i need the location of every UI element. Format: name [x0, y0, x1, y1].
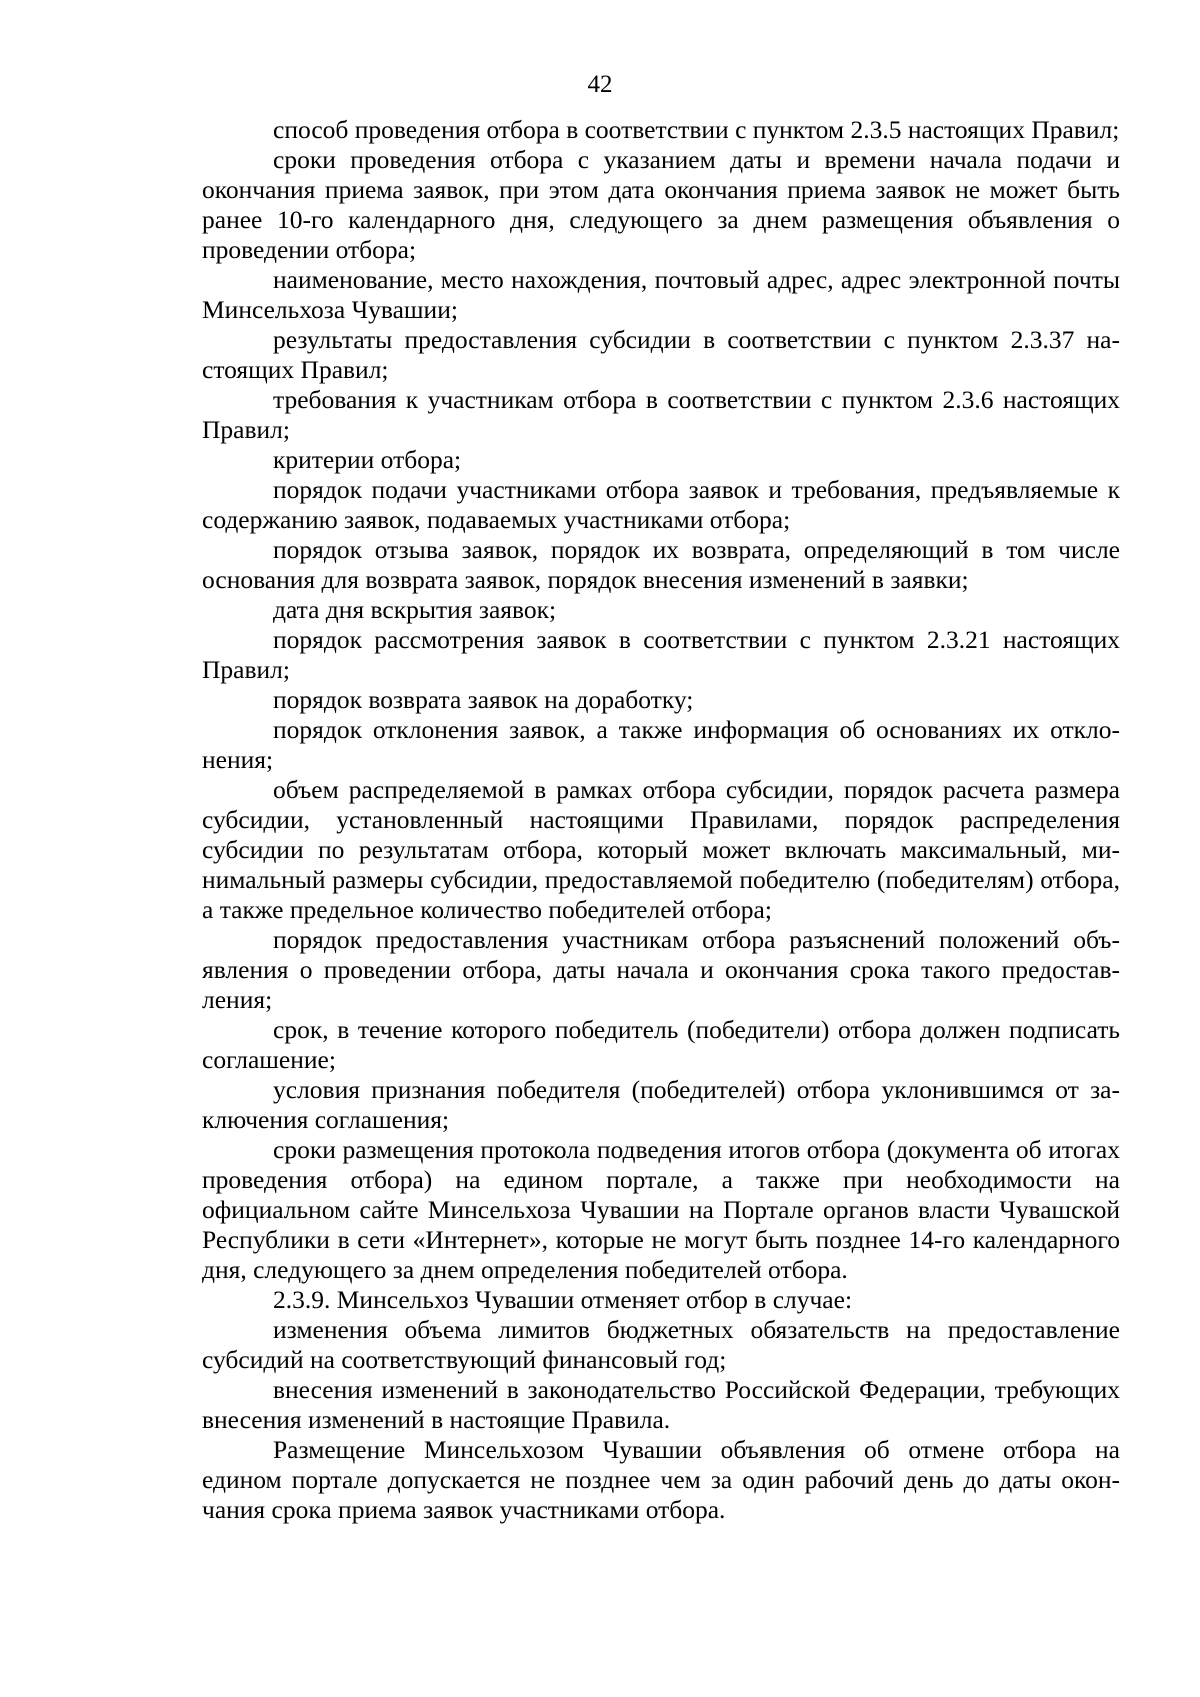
- paragraph: сроки размещения протокола подведения итогов отбора (документа об итогах проведения отбора) на едином портале, а также при необходимости на официальном сайте Минсельхоза Чувашии на Портале органов власти Чувашской Республики в сети «Интернет», которые не могут быть позднее 14-го календарного дня, следующего за днем определения победителей отбора.: [202, 1135, 1120, 1284]
- section-heading-paragraph: 2.3.9. Минсельхоз Чувашии отменяет отбор в случае:: [273, 1285, 853, 1314]
- paragraph: требования к участникам отбора в соответствии с пунктом 2.3.6 настоящих Правил;: [202, 385, 1120, 444]
- paragraph: результаты предоставления субсидии в соответствии с пунктом 2.3.37 настоящих Правил;: [202, 325, 1120, 384]
- paragraph: сроки проведения отбора с указанием даты и времени начала подачи и окончания приема заявок, при этом дата окончания приема заявок не может быть ранее 10-го календарного дня, следующего за днем размещения объявления о проведении отбора;: [202, 145, 1120, 264]
- page-number: 42: [587, 71, 613, 98]
- paragraph: порядок предоставления участникам отбора разъяснений положений объявления о проведении отбора, даты начала и окончания срока такого предоставления;: [202, 925, 1120, 1014]
- paragraph: наименование, место нахождения, почтовый адрес, адрес электронной почты Минсельхоза Чувашии;: [202, 265, 1120, 324]
- paragraph: изменения объема лимитов бюджетных обязательств на предоставление субсидий на соответствующий финансовый год;: [202, 1315, 1120, 1374]
- paragraph: объем распределяемой в рамках отбора субсидии, порядок расчета размера субсидии, установленный настоящими Правилами, порядок распределения субсидии по результатам отбора, который может включать максимальный, минимальный размеры субсидии, предоставляемой победителю (победителям) отбора, а также предельное количество победителей отбора;: [202, 775, 1120, 924]
- paragraph: порядок отзыва заявок, порядок их возврата, определяющий в том числе основания для возврата заявок, порядок внесения изменений в заявки;: [202, 535, 1120, 594]
- paragraph: способ проведения отбора в соответствии с пунктом 2.3.5 настоящих Правил;: [273, 115, 1120, 144]
- paragraph: срок, в течение которого победитель (победители) отбора должен подписать соглашение;: [202, 1015, 1120, 1074]
- document-body: [202, 115, 1120, 1525]
- paragraph: дата дня вскрытия заявок;: [273, 595, 557, 624]
- paragraph: Размещение Минсельхозом Чувашии объявления об отмене отбора на едином портале допускается не позднее чем за один рабочий день до даты окончания срока приема заявок участниками отбора.: [202, 1435, 1120, 1524]
- paragraph: порядок рассмотрения заявок в соответствии с пунктом 2.3.21 настоящих Правил;: [202, 625, 1120, 684]
- paragraph: порядок отклонения заявок, а также информация об основаниях их отклонения;: [202, 715, 1120, 774]
- paragraph: порядок подачи участниками отбора заявок и требования, предъявляемые к содержанию заявок, подаваемых участниками отбора;: [202, 475, 1120, 534]
- paragraph: критерии отбора;: [273, 445, 462, 474]
- paragraph: условия признания победителя (победителей) отбора уклонившимся от заключения соглашения;: [202, 1075, 1120, 1134]
- paragraph: порядок возврата заявок на доработку;: [273, 685, 694, 714]
- paragraph: внесения изменений в законодательство Российской Федерации, требующих внесения изменений в настоящие Правила.: [202, 1375, 1120, 1434]
